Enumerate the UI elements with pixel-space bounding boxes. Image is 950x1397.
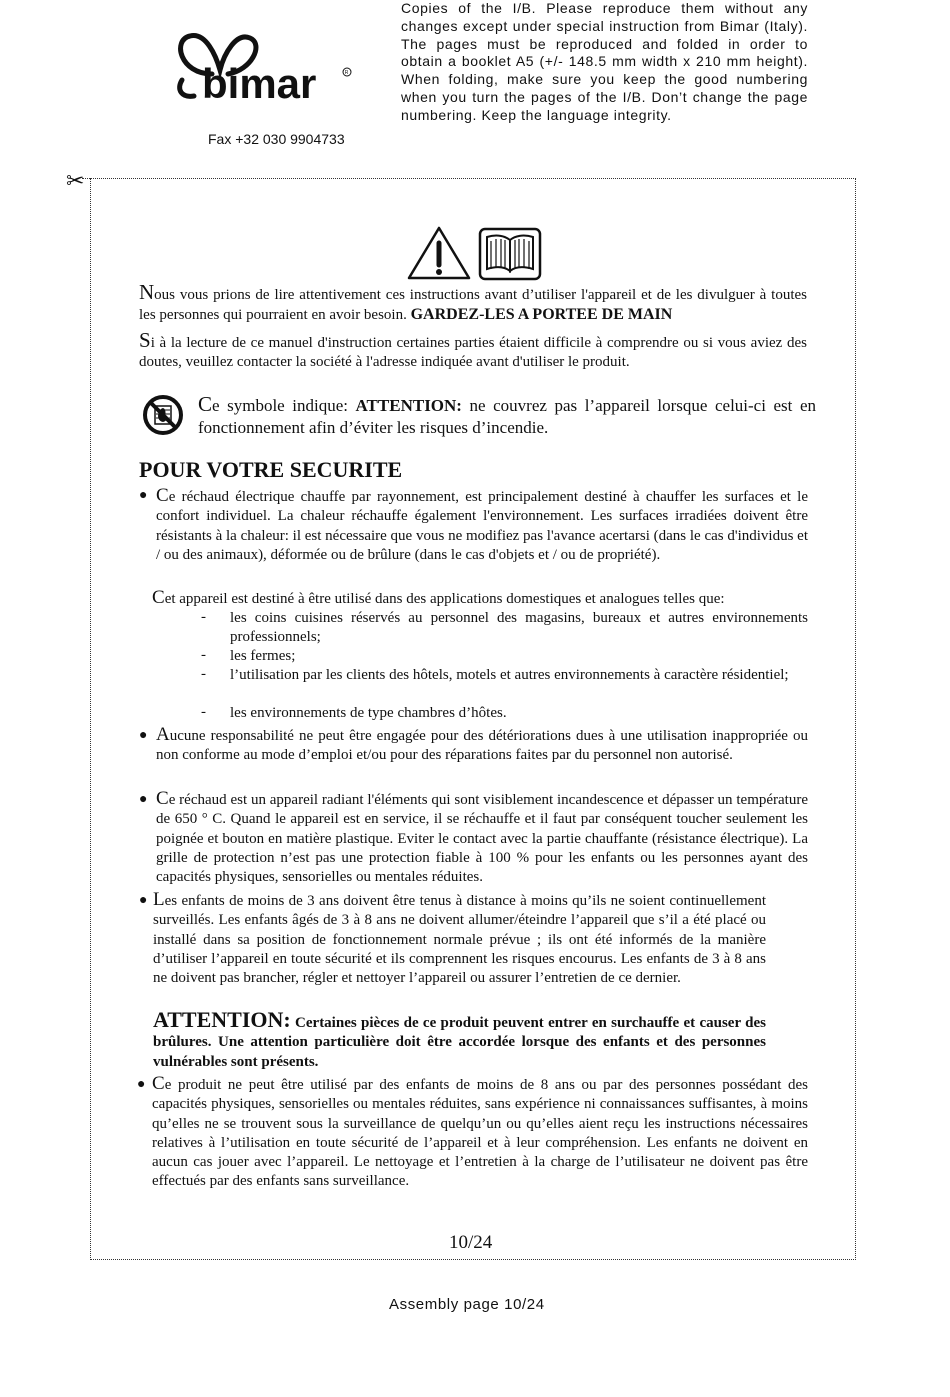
- intro-paragraph-2: Si à la lecture de ce manuel d'instruction certaines parties étaient difficile à comprendre ou si vous aviez des doutes, veuillez contacter la société à l'adresse indiquée avant d'utiliser le produit.: [139, 328, 807, 371]
- list-item: les environnements de type chambres d’hôtes.: [230, 705, 507, 721]
- bullet-paragraph-1: Ce réchaud électrique chauffe par rayonnement, est principalement destiné à chauffer les surfaces et le confort individuel. La chaleur réchauffe également l'environnement. Les surfaces irradiées doivent être résistants à la chaleur: il est nécessaire que vous ne modifiez pas l'avance acertarsi (dans le cas d'individus et / ou des animaux), déformée ou de brûlure (dans le cas d'objets et / ou de propriété).: [156, 485, 808, 563]
- open-book-icon: [480, 229, 540, 279]
- page-number: 10/24: [449, 1232, 493, 1253]
- bullet-paragraph-2: Aucune responsabilité ne peut être engagée pour des détériorations dues à une utilisation inappropriée ou non conforme au mode d’emploi et/ou pour des réparations faites par du personnel non autorisé.: [156, 724, 808, 764]
- section-heading: POUR VOTRE SECURITE: [139, 457, 403, 482]
- list-dash: -: [201, 666, 206, 682]
- reproduction-note: Copies of the I/B. Please reproduce them without any changes except under special instruction from Bimar (Italy). The pages must be reproduced and folded in order to obtain a booklet A5 (+/- 148.5 mm width x 210 mm height). When folding, make sure you keep the good numbering when you turn the pages of the I/B. Don’t change the page numbering. Keep the language integrity.: [401, 0, 808, 123]
- assembly-page-label: Assembly page 10/24: [389, 1296, 545, 1313]
- list-dash: -: [201, 647, 206, 663]
- bimar-logo: [172, 30, 357, 104]
- warning-triangle-icon: [409, 228, 469, 278]
- warning-icons: [407, 225, 542, 281]
- bullet-dot: ●: [139, 893, 148, 908]
- svg-text:R: R: [344, 70, 349, 77]
- list-dash: -: [201, 704, 206, 720]
- fax-number: Fax +32 030 9904733: [208, 131, 345, 147]
- scissors-icon: ✂: [66, 168, 85, 193]
- list-item: l’utilisation par les clients des hôtels, motels et autres environnements à caractère résidentiel;: [230, 667, 789, 683]
- symbol-explanation: Ce symbole indique: ATTENTION: ne couvrez pas l’appareil lorsque celui-ci est en fonctionnement afin d’éviter les risques d’incendie.: [198, 392, 816, 437]
- usage-paragraph: Cet appareil est destiné à être utilisé dans des applications domestiques et analogues telles que:: [152, 587, 725, 608]
- bullet-dot: ●: [139, 488, 148, 503]
- bullet-paragraph-3: Ce réchaud est un appareil radiant l'éléments qui sont visiblement incandescence et dépasser un température de 650 ° C. Quand le appareil est en service, il se réchauffe et il faut par conséquent toucher seulement les poignée et bouton en matière plastique. Eviter le contact avec la partie chauffante (résistance électrique). La grille de protection n’est pas une protection fiable à 100 % pour les enfants ou les personnes ayant des capacités physiques, sensorielles ou mentales réduites.: [156, 788, 808, 886]
- list-item: les fermes;: [230, 648, 296, 664]
- bullet-paragraph-4: Les enfants de moins de 3 ans doivent être tenus à distance à moins qu’ils ne soient continuellement surveillés. Les enfants âgés de 3 à 8 ans ne doivent allumer/éteindre l’appareil que s’il a été placé ou installé dans sa position de fonctionnement normale prévue ; ils ont été informés de la manière d’utiliser l’appareil en toute sécurité et ils comprennent les risques encourus. Les enfants de 3 à 8 ans ne doivent pas brancher, régler et nettoyer l’appareil ou assurer l’entretien de ce dernier.: [153, 889, 766, 987]
- bullet-paragraph-5: Ce produit ne peut être utilisé par des enfants de moins de 8 ans ou par des personnes possédant des capacités physiques, sensorielles ou mentales réduites, sans expérience ni connaissances suffisantes, à moins qu’elles ne se trouvent sous la surveillance de quelqu’un ou qu’elles aient reçu les instructions nécessaires relatives à l’utilisation en toute sécurité de l’appareil et à leur compréhension. Les enfants ne doivent en aucun cas jouer avec l’appareil. Le nettoyage et l’entretien à la charge de l’utilisateur ne doivent pas être effectués par des enfants sans surveillance.: [152, 1073, 808, 1190]
- svg-text:bimar: bimar: [202, 60, 317, 104]
- do-not-cover-icon: [142, 394, 184, 436]
- bullet-dot: ●: [137, 1077, 146, 1092]
- list-item: les coins cuisines réservés au personnel des magasins, bureaux et autres environnements professionnels;: [230, 610, 808, 646]
- list-dash: -: [201, 609, 206, 625]
- bullet-dot: ●: [139, 728, 148, 743]
- bullet-dot: ●: [139, 792, 148, 807]
- attention-warning: ATTENTION: Certaines pièces de ce produit peuvent entrer en surchauffe et causer des brûlures. Une attention particulière doit être accordée lorsque des enfants et des personnes vulnérables sont présents.: [153, 1007, 766, 1070]
- intro-paragraph-1: Nous vous prions de lire attentivement ces instructions avant d’utiliser l'appareil et de les divulguer à toutes les personnes qui pourraient en avoir besoin. GARDEZ-LES A PORTEE DE MAIN: [139, 280, 807, 324]
